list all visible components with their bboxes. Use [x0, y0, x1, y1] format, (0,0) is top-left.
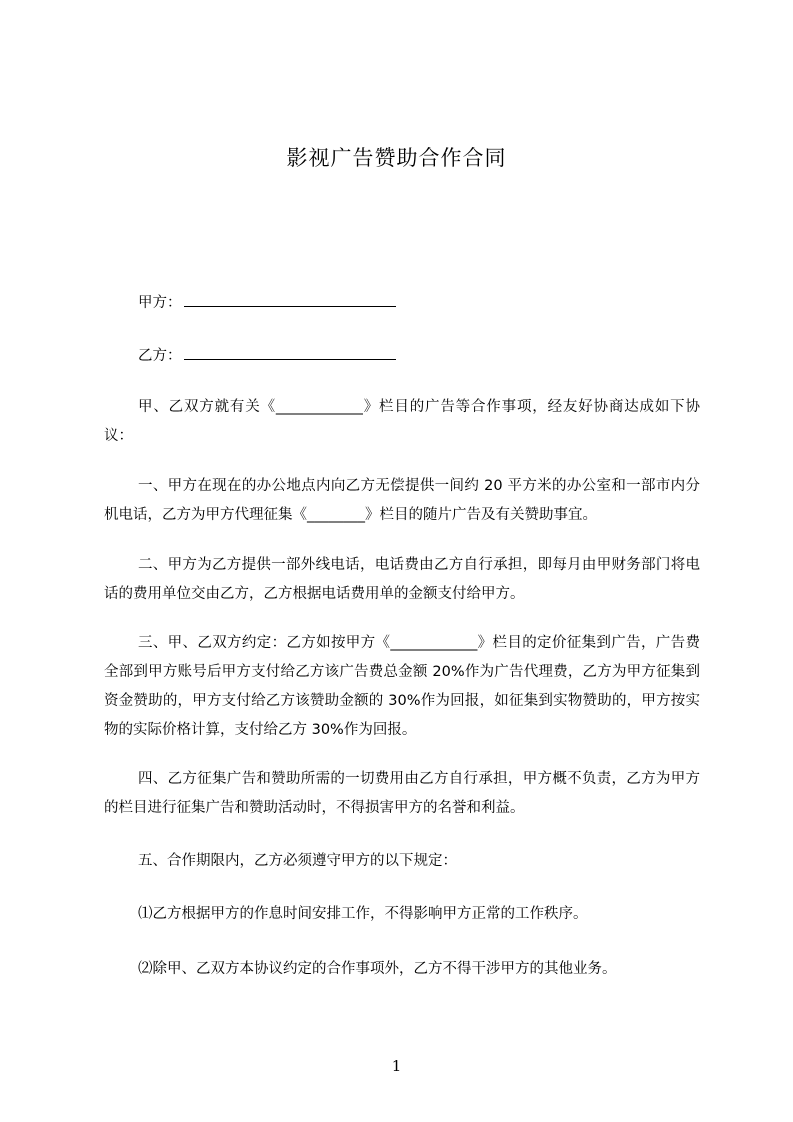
clause-2-paragraph: 二、甲方为乙方提供一部外线电话，电话费由乙方自行承担，即每月由甲财务部门将电话的费用单位交由乙方，乙方根据电话费用单的金额支付给甲方。 [104, 557, 700, 602]
page-number: 1 [391, 1057, 402, 1075]
intro-paragraph: 甲、乙双方就有关《____________》栏目的广告等合作事项，经友好协商达成如下协议： [104, 399, 700, 444]
clause-5-heading: 五、合作期限内，乙方必须遵守甲方的以下规定： [138, 853, 457, 869]
party-a-line [138, 292, 396, 313]
clause-3-paragraph: 三、甲、乙双方约定：乙方如按甲方《____________》栏目的定价征集到广告，广告费全部到甲方账号后甲方支付给乙方该广告费总金额 20%作为广告代理费，乙方为甲方征集到资金赞助的，甲方支付给乙方该赞助金额的 30%作为回报，如征集到实物赞助的，甲方按实物的实际价格计算，支付给乙方 30%作为回报。 [104, 635, 700, 738]
clause-1-paragraph: 一、甲方在现在的办公地点内向乙方无偿提供一间约 20 平方米的办公室和一部市内分机电话，乙方为甲方代理征集《________》栏目的随片广告及有关赞助事宜。 [104, 478, 700, 523]
clause-5-item-1: ⑴乙方根据甲方的作息时间安排工作，不得影响甲方正常的工作秩序。 [138, 906, 588, 922]
party-b-blank [184, 345, 396, 360]
party-a-blank [184, 292, 396, 307]
party-a-label: 甲方： [138, 295, 182, 311]
document-title: 影视广告赞助合作合同 [286, 146, 507, 170]
party-b-line [138, 345, 396, 366]
clause-4-paragraph: 四、乙方征集广告和赞助所需的一切费用由乙方自行承担，甲方概不负责，乙方为甲方的栏目进行征集广告和赞助活动时，不得损害甲方的名誉和利益。 [104, 771, 700, 816]
clause-5-item-2: ⑵除甲、乙双方本协议约定的合作事项外，乙方不得干涉甲方的其他业务。 [138, 961, 617, 977]
party-b-label: 乙方： [138, 348, 182, 364]
